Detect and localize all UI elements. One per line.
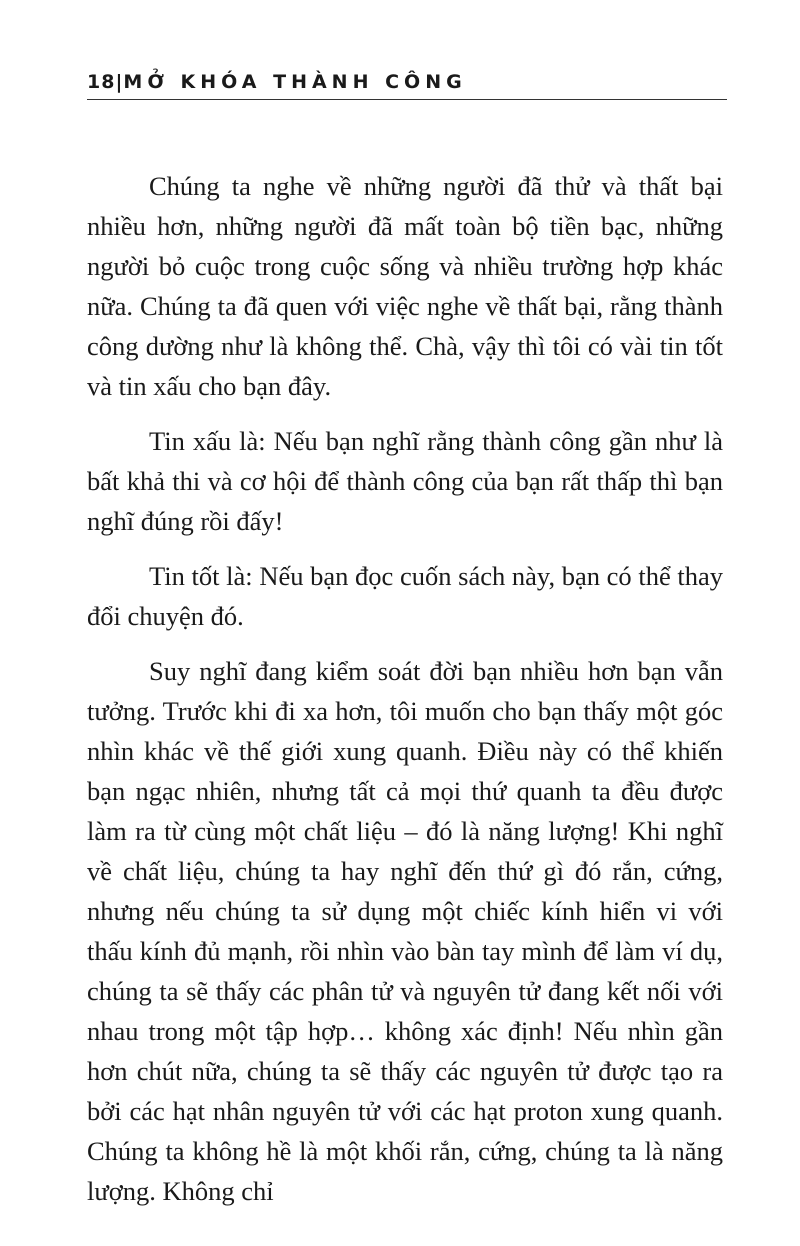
paragraph-1: Chúng ta nghe về những người đã thử và thất bại nhiều hơn, những người đã mất toàn bộ tiền bạc, những người bỏ cuộc trong cuộc sống và nhiều trường hợp khác nữa. Chúng ta đã quen với việc nghe về thất bại, rằng thành công dường như là không thể. Chà, vậy thì tôi có vài tin tốt và tin xấu cho bạn đây. (87, 171, 723, 401)
paragraph-2: Tin xấu là: Nếu bạn nghĩ rằng thành công gần như là bất khả thi và cơ hội để thành công của bạn rất thấp thì bạn nghĩ đúng rồi đấy! (87, 426, 723, 536)
paragraph-4: Suy nghĩ đang kiểm soát đời bạn nhiều hơn bạn vẫn tưởng. Trước khi đi xa hơn, tôi muốn cho bạn thấy một góc nhìn khác về thế giới xung quanh. Điều này có thể khiến bạn ngạc nhiên, nhưng tất cả mọi thứ quanh ta đều được làm ra từ cùng một chất liệu – đó là năng lượng! Khi nghĩ về chất liệu, chúng ta hay nghĩ đến thứ gì đó rắn, cứng, nhưng nếu chúng ta sử dụng một chiếc kính hiển vi với thấu kính đủ mạnh, rồi nhìn vào bàn tay mình để làm ví dụ, chúng ta sẽ thấy các phân tử và nguyên tử đang kết nối với nhau trong một tập hợp… không xác định! Nếu nhìn gần hơn chút nữa, chúng ta sẽ thấy các nguyên tử được tạo ra bởi các hạt nhân nguyên tử với các hạt proton xung quanh. Chúng ta không hề là một khối rắn, cứng, chúng ta là năng lượng. Không chỉ (87, 656, 723, 1206)
paragraph-3: Tin tốt là: Nếu bạn đọc cuốn sách này, bạn có thể thay đổi chuyện đó. (87, 561, 723, 631)
running-header-text (87, 70, 727, 94)
book-title: MỞ KHÓA THÀNH CÔNG (123, 71, 467, 93)
header-separator: | (115, 71, 124, 93)
page-number: 18 (87, 71, 116, 93)
header-rule (87, 99, 727, 100)
running-header (87, 70, 727, 102)
body-text (87, 166, 723, 1211)
